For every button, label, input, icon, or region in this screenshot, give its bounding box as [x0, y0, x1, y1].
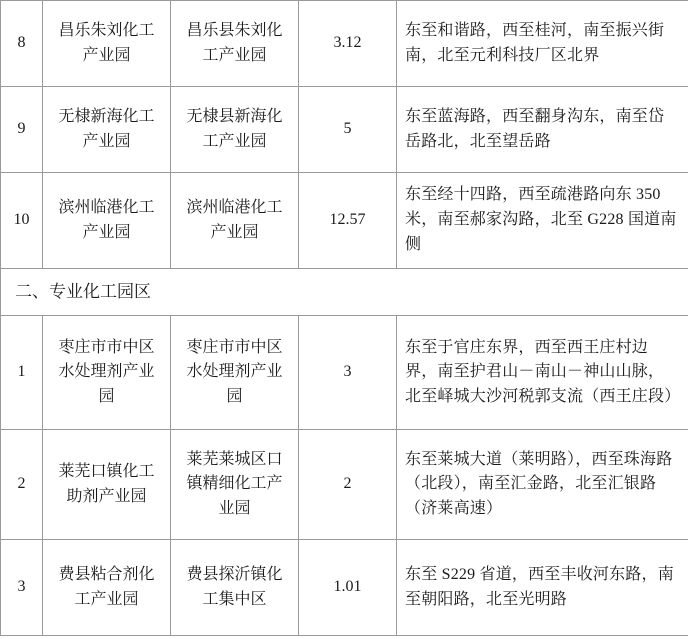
table-row	[1, 87, 688, 173]
park-alias: 昌乐县朱刘化工产业园	[171, 1, 299, 87]
row-index: 8	[1, 1, 43, 87]
park-alias: 费县探沂镇化工集中区	[171, 540, 299, 636]
park-name: 无棣新海化工产业园	[43, 87, 171, 173]
table-row	[1, 540, 688, 636]
table-row	[1, 316, 688, 430]
park-name: 枣庄市市中区水处理剂产业园	[43, 316, 171, 430]
row-index: 9	[1, 87, 43, 173]
park-area: 3.12	[299, 1, 397, 87]
table-row	[1, 173, 688, 269]
park-area: 5	[299, 87, 397, 173]
park-range: 东至于官庄东界，西至西王庄村边界，南至护君山－南山－神山山脉，北至峄城大沙河税郭支流（西王庄段）	[397, 316, 688, 430]
section-title: 二、专业化工园区	[1, 269, 688, 316]
park-alias: 枣庄市市中区水处理剂产业园	[171, 316, 299, 430]
section-header-row	[1, 269, 688, 316]
park-range: 东至莱城大道（莱明路），西至珠海路（北段），南至汇金路，北至汇银路（济莱高速）	[397, 430, 688, 540]
row-index: 3	[1, 540, 43, 636]
park-range: 东至经十四路，西至疏港路向东 350 米，南至郝家沟路，北至 G228 国道南侧	[397, 173, 688, 269]
table-row	[1, 1, 688, 87]
park-range: 东至和谐路，西至桂河，南至振兴街南，北至元利科技厂区北界	[397, 1, 688, 87]
park-alias: 莱芜莱城区口镇精细化工产业园	[171, 430, 299, 540]
park-name: 莱芜口镇化工助剂产业园	[43, 430, 171, 540]
park-area: 12.57	[299, 173, 397, 269]
row-index: 2	[1, 430, 43, 540]
park-name: 昌乐朱刘化工产业园	[43, 1, 171, 87]
park-name: 费县粘合剂化工产业园	[43, 540, 171, 636]
park-alias: 滨州临港化工产业园	[171, 173, 299, 269]
park-range: 东至 S229 省道，西至丰收河东路，南至朝阳路，北至光明路	[397, 540, 688, 636]
park-range: 东至蓝海路，西至翻身沟东，南至岱岳路北，北至望岳路	[397, 87, 688, 173]
park-name: 滨州临港化工产业园	[43, 173, 171, 269]
row-index: 10	[1, 173, 43, 269]
park-area: 2	[299, 430, 397, 540]
table-row	[1, 430, 688, 540]
park-area: 1.01	[299, 540, 397, 636]
park-area: 3	[299, 316, 397, 430]
park-alias: 无棣县新海化工产业园	[171, 87, 299, 173]
row-index: 1	[1, 316, 43, 430]
